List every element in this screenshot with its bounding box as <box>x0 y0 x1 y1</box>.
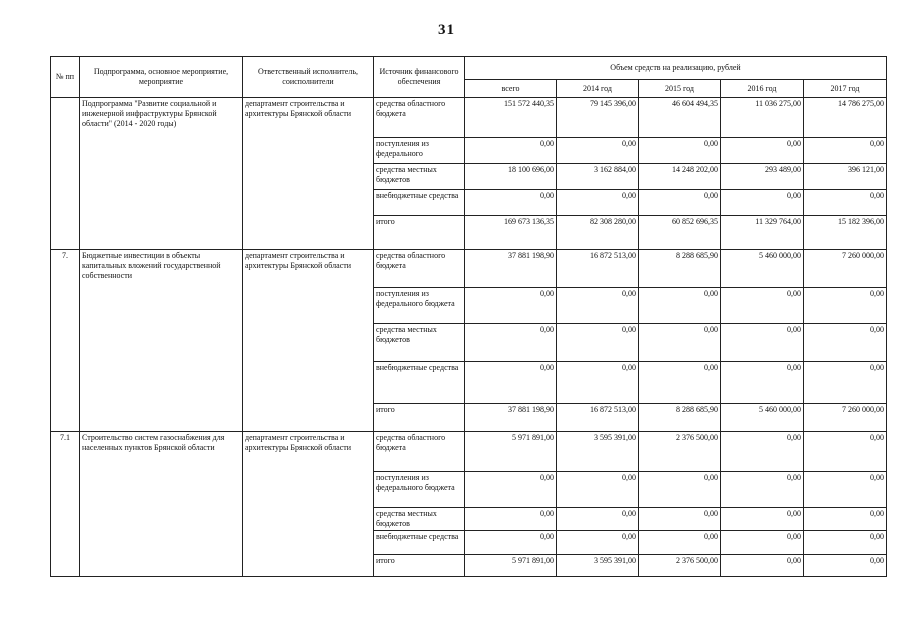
measure-name: Бюджетные инвестиции в объекты капитальных вложений государственной собственности <box>80 250 243 432</box>
measure-name: Подпрограмма "Развитие социальной и инженерной инфраструктуры Брянской области" (2014 - 2020 годы) <box>80 98 243 250</box>
funding-source: поступления из федерального <box>374 138 465 164</box>
amount-cell: 5 971 891,00 <box>465 432 557 472</box>
row-number: 7. <box>51 250 80 432</box>
amount-cell: 11 036 275,00 <box>721 98 804 138</box>
amount-cell: 0,00 <box>721 288 804 324</box>
funding-source: средства местных бюджетов <box>374 324 465 362</box>
funding-source: внебюджетные средства <box>374 362 465 404</box>
amount-cell: 0,00 <box>639 288 721 324</box>
amount-cell: 0,00 <box>639 472 721 508</box>
executor: департамент строительства и архитектуры Брянской области <box>243 250 374 432</box>
header-year-2015: 2015 год <box>639 80 721 98</box>
row-number: 7.1 <box>51 432 80 577</box>
amount-cell: 16 872 513,00 <box>557 404 639 432</box>
amount-cell: 151 572 440,35 <box>465 98 557 138</box>
table-row <box>51 432 887 472</box>
amount-cell: 8 288 685,90 <box>639 404 721 432</box>
amount-cell: 0,00 <box>465 324 557 362</box>
amount-cell: 5 460 000,00 <box>721 250 804 288</box>
amount-cell: 5 971 891,00 <box>465 555 557 577</box>
funding-source: средства областного бюджета <box>374 250 465 288</box>
amount-cell: 79 145 396,00 <box>557 98 639 138</box>
amount-cell: 0,00 <box>465 362 557 404</box>
amount-cell: 0,00 <box>804 288 887 324</box>
amount-cell: 82 308 280,00 <box>557 216 639 250</box>
header-no: № пп <box>51 57 80 98</box>
amount-cell: 0,00 <box>804 555 887 577</box>
amount-cell: 7 260 000,00 <box>804 250 887 288</box>
amount-cell: 0,00 <box>465 508 557 531</box>
page-number: 31 <box>438 22 455 38</box>
funding-source: средства местных бюджетов <box>374 164 465 190</box>
header-subprogram: Подпрограмма, основное мероприятие, мероприятие <box>80 57 243 98</box>
header-executor: Ответственный исполнитель, соисполнители <box>243 57 374 98</box>
amount-cell: 0,00 <box>639 508 721 531</box>
funding-source: поступления из федерального бюджета <box>374 472 465 508</box>
amount-cell: 0,00 <box>804 362 887 404</box>
amount-cell: 0,00 <box>804 531 887 555</box>
amount-cell: 0,00 <box>557 288 639 324</box>
row-number <box>51 98 80 250</box>
amount-cell: 0,00 <box>721 432 804 472</box>
amount-cell: 3 162 884,00 <box>557 164 639 190</box>
header-volume: Объем средств на реализацию, рублей <box>465 57 887 80</box>
amount-cell: 0,00 <box>721 508 804 531</box>
amount-cell: 0,00 <box>639 531 721 555</box>
amount-cell: 15 182 396,00 <box>804 216 887 250</box>
amount-cell: 0,00 <box>557 190 639 216</box>
amount-cell: 5 460 000,00 <box>721 404 804 432</box>
header-year-2017: 2017 год <box>804 80 887 98</box>
amount-cell: 0,00 <box>557 138 639 164</box>
amount-cell: 293 489,00 <box>721 164 804 190</box>
measure-name: Строительство систем газоснабжения для населенных пунктов Брянской области <box>80 432 243 577</box>
amount-cell: 0,00 <box>465 531 557 555</box>
budget-table <box>50 56 887 577</box>
amount-cell: 0,00 <box>639 324 721 362</box>
amount-cell: 0,00 <box>721 190 804 216</box>
funding-source: итого <box>374 555 465 577</box>
amount-cell: 0,00 <box>721 531 804 555</box>
header-source: Источник финансового обеспечения <box>374 57 465 98</box>
amount-cell: 8 288 685,90 <box>639 250 721 288</box>
amount-cell: 16 872 513,00 <box>557 250 639 288</box>
amount-cell: 0,00 <box>721 472 804 508</box>
amount-cell: 0,00 <box>465 190 557 216</box>
table-row <box>51 98 887 138</box>
amount-cell: 14 786 275,00 <box>804 98 887 138</box>
funding-source: внебюджетные средства <box>374 190 465 216</box>
funding-source: средства областного бюджета <box>374 432 465 472</box>
funding-source: внебюджетные средства <box>374 531 465 555</box>
amount-cell: 2 376 500,00 <box>639 555 721 577</box>
amount-cell: 0,00 <box>557 508 639 531</box>
amount-cell: 11 329 764,00 <box>721 216 804 250</box>
amount-cell: 0,00 <box>465 472 557 508</box>
amount-cell: 37 881 198,90 <box>465 250 557 288</box>
table-body <box>51 98 887 577</box>
funding-source: средства областного бюджета <box>374 98 465 138</box>
amount-cell: 0,00 <box>721 324 804 362</box>
amount-cell: 0,00 <box>804 508 887 531</box>
amount-cell: 60 852 696,35 <box>639 216 721 250</box>
amount-cell: 2 376 500,00 <box>639 432 721 472</box>
funding-source: поступления из федерального бюджета <box>374 288 465 324</box>
amount-cell: 0,00 <box>639 362 721 404</box>
table-row <box>51 250 887 288</box>
amount-cell: 0,00 <box>804 324 887 362</box>
amount-cell: 0,00 <box>557 472 639 508</box>
amount-cell: 396 121,00 <box>804 164 887 190</box>
amount-cell: 3 595 391,00 <box>557 555 639 577</box>
amount-cell: 0,00 <box>557 531 639 555</box>
amount-cell: 7 260 000,00 <box>804 404 887 432</box>
amount-cell: 18 100 696,00 <box>465 164 557 190</box>
amount-cell: 46 604 494,35 <box>639 98 721 138</box>
amount-cell: 0,00 <box>557 324 639 362</box>
amount-cell: 14 248 202,00 <box>639 164 721 190</box>
header-year-2016: 2016 год <box>721 80 804 98</box>
amount-cell: 0,00 <box>804 472 887 508</box>
amount-cell: 3 595 391,00 <box>557 432 639 472</box>
executor: департамент строительства и архитектуры Брянской области <box>243 432 374 577</box>
funding-source: средства местных бюджетов <box>374 508 465 531</box>
amount-cell: 0,00 <box>721 138 804 164</box>
amount-cell: 0,00 <box>465 288 557 324</box>
amount-cell: 37 881 198,90 <box>465 404 557 432</box>
amount-cell: 0,00 <box>804 190 887 216</box>
amount-cell: 0,00 <box>804 432 887 472</box>
amount-cell: 0,00 <box>804 138 887 164</box>
header-year-2014: 2014 год <box>557 80 639 98</box>
funding-source: итого <box>374 404 465 432</box>
amount-cell: 0,00 <box>639 190 721 216</box>
amount-cell: 0,00 <box>557 362 639 404</box>
amount-cell: 0,00 <box>721 555 804 577</box>
executor: департамент строительства и архитектуры Брянской области <box>243 98 374 250</box>
amount-cell: 0,00 <box>721 362 804 404</box>
header-year-total: всего <box>465 80 557 98</box>
funding-source: итого <box>374 216 465 250</box>
amount-cell: 169 673 136,35 <box>465 216 557 250</box>
amount-cell: 0,00 <box>465 138 557 164</box>
amount-cell: 0,00 <box>639 138 721 164</box>
